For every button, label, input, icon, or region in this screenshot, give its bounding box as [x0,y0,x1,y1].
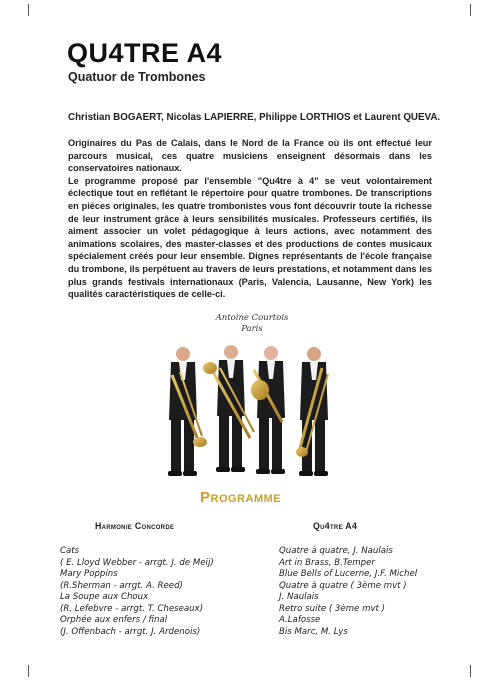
list-item: Art in Brass, B.Temper [279,557,375,568]
musician-4 [296,347,328,476]
brand-signature-logo [212,313,292,335]
list-item: (R. Lefebvre - arrgt. T. Cheseaux) [60,603,204,614]
list-item: ( E. Lloyd Webber - arrgt. J. de Meij) [60,557,214,568]
list-item: (J. Offenbach - arrgt. J. Ardenois) [60,626,201,637]
bio-text [68,137,432,301]
list-item: J. Naulais [279,592,319,602]
list-item: Orphée aux enfers / final [60,615,168,625]
bio-paragraph-1: Originaires du Pas de Calais, dans le Nord de la France où ils ont effectué leur parcours musical, ces quatre musiciens enseignent désormais dans les conservatoires nationaux. [68,138,432,174]
musician-1 [168,347,207,476]
crop-mark-top-left [28,4,29,16]
list-item: Blue Bells of Lucerne, J.F. Michel [279,569,418,579]
list-item: Mary Poppins [60,569,118,579]
list-item: Quatre à quatre, J. Naulais [279,546,393,556]
list-item: Quatre à quatre ( 3ème mvt ) [279,580,407,591]
brand-name: Antoine Courtois [215,313,289,323]
musician-2 [203,345,254,472]
crop-mark-bottom-right [470,665,471,677]
page-subtitle: Quatuor de Trombones [68,70,206,84]
members-line: Christian BOGAERT, Nicolas LAPIERRE, Philippe LORTHIOS et Laurent QUEVA. [68,112,441,123]
list-item: A.Lafosse [279,615,321,625]
list-item: Bis Marc, M. Lys [279,626,348,637]
list-item: La Soupe aux Choux [60,592,149,602]
quartet-photo [150,340,350,480]
programme-list-harmonie [60,546,214,638]
page-title: QU4TRE A4 [67,38,223,68]
list-item: (R.Sherman - arrgt. A. Reed) [60,580,183,591]
programme-list-quartet [279,546,417,638]
musician-3 [251,346,285,474]
crop-mark-top-right [470,4,471,16]
programme-heading: Programme [200,489,282,506]
brand-city: Paris [241,324,263,334]
column-header-harmonie: Harmonie Concorde [95,521,175,531]
crop-mark-bottom-left [28,665,29,677]
list-item: Cats [60,546,80,556]
column-header-quartet: Qu4tre A4 [313,521,358,531]
bio-paragraph-2: Le programme proposé par l'ensemble "Qu4tre à 4" se veut volontairement éclectique tout en reflétant le répertoire pour quatre trombones. De transcriptions en pièces originales, les quatre trombonistes vous font découvrir toute la richesse de leur instrument grâce à leurs sensibilités musicales. Professeurs certifiés, ils aiment associer un volet pédagogique à leurs actions, avec notamment des animations scolaires, des master-classes et des productions de contes musicaux spécialement créés pour leur ensemble. Dignes représentants de l'école française du trombone, ils perpétuent au travers de leurs prestations, et notamment dans les plus grands festivals internationaux (Paris, Valencia, Lausanne, New York) les qualités caractéristiques de celle-ci. [68,175,432,300]
list-item: Retro suite ( 3ème mvt ) [279,603,385,614]
